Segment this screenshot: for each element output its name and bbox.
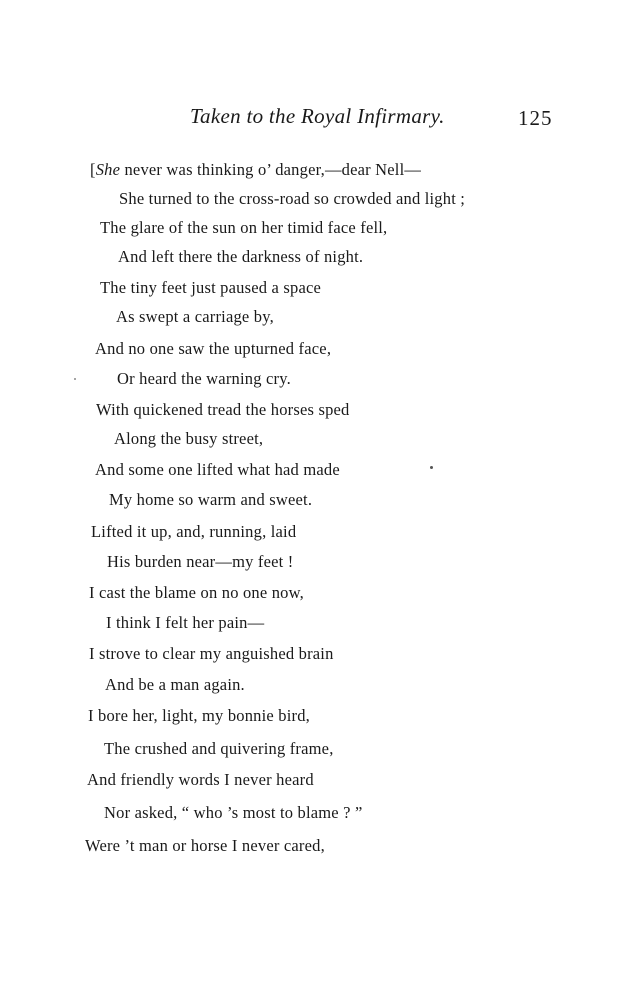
ink-speck	[74, 378, 76, 380]
poem-line-1	[90, 160, 421, 180]
bracket-mark: [	[90, 160, 96, 179]
poem-line-13: Lifted it up, and, running, laid	[91, 522, 297, 541]
poem-line-23: Were ’t man or horse I never cared,	[85, 836, 325, 855]
poem-line-10: Along the busy street,	[114, 429, 264, 448]
poem-line-19: I bore her, light, my bonnie bird,	[88, 706, 310, 725]
poem-line-16: I think I felt her pain—	[106, 613, 265, 632]
italic-word: She	[95, 160, 121, 179]
poem-line-9: With quickened tread the horses sped	[96, 400, 350, 419]
poem-line-21: And friendly words I never heard	[87, 770, 314, 789]
ink-speck	[430, 466, 433, 469]
line-text: never was thinking o’ danger,—dear Nell—	[120, 160, 422, 179]
poem-line-18: And be a man again.	[105, 675, 245, 694]
poem-line-2: She turned to the cross-road so crowded and light ;	[119, 189, 466, 208]
poem-line-20: The crushed and quivering frame,	[104, 739, 334, 758]
poem-line-14: His burden near—my feet !	[107, 552, 294, 571]
poem-line-5: The tiny feet just paused a space	[100, 278, 322, 297]
poem-line-3: The glare of the sun on her timid face fell,	[100, 218, 388, 237]
poem-line-12: My home so warm and sweet.	[109, 490, 313, 509]
poem-line-17: I strove to clear my anguished brain	[89, 644, 334, 663]
poem-line-4: And left there the darkness of night.	[118, 247, 364, 266]
poem-line-8: Or heard the warning cry.	[117, 369, 291, 388]
poem-line-11: And some one lifted what had made	[95, 460, 340, 479]
poem-line-22: Nor asked, “ who ’s most to blame ? ”	[104, 803, 363, 822]
chapter-title: Taken to the Royal Infirmary.	[190, 104, 445, 128]
poem-line-15: I cast the blame on no one now,	[89, 583, 304, 602]
poem-line-6: As swept a carriage by,	[116, 307, 274, 326]
page-number: 125	[518, 106, 553, 130]
running-head	[0, 104, 635, 134]
poem-line-7: And no one saw the upturned face,	[95, 339, 332, 358]
